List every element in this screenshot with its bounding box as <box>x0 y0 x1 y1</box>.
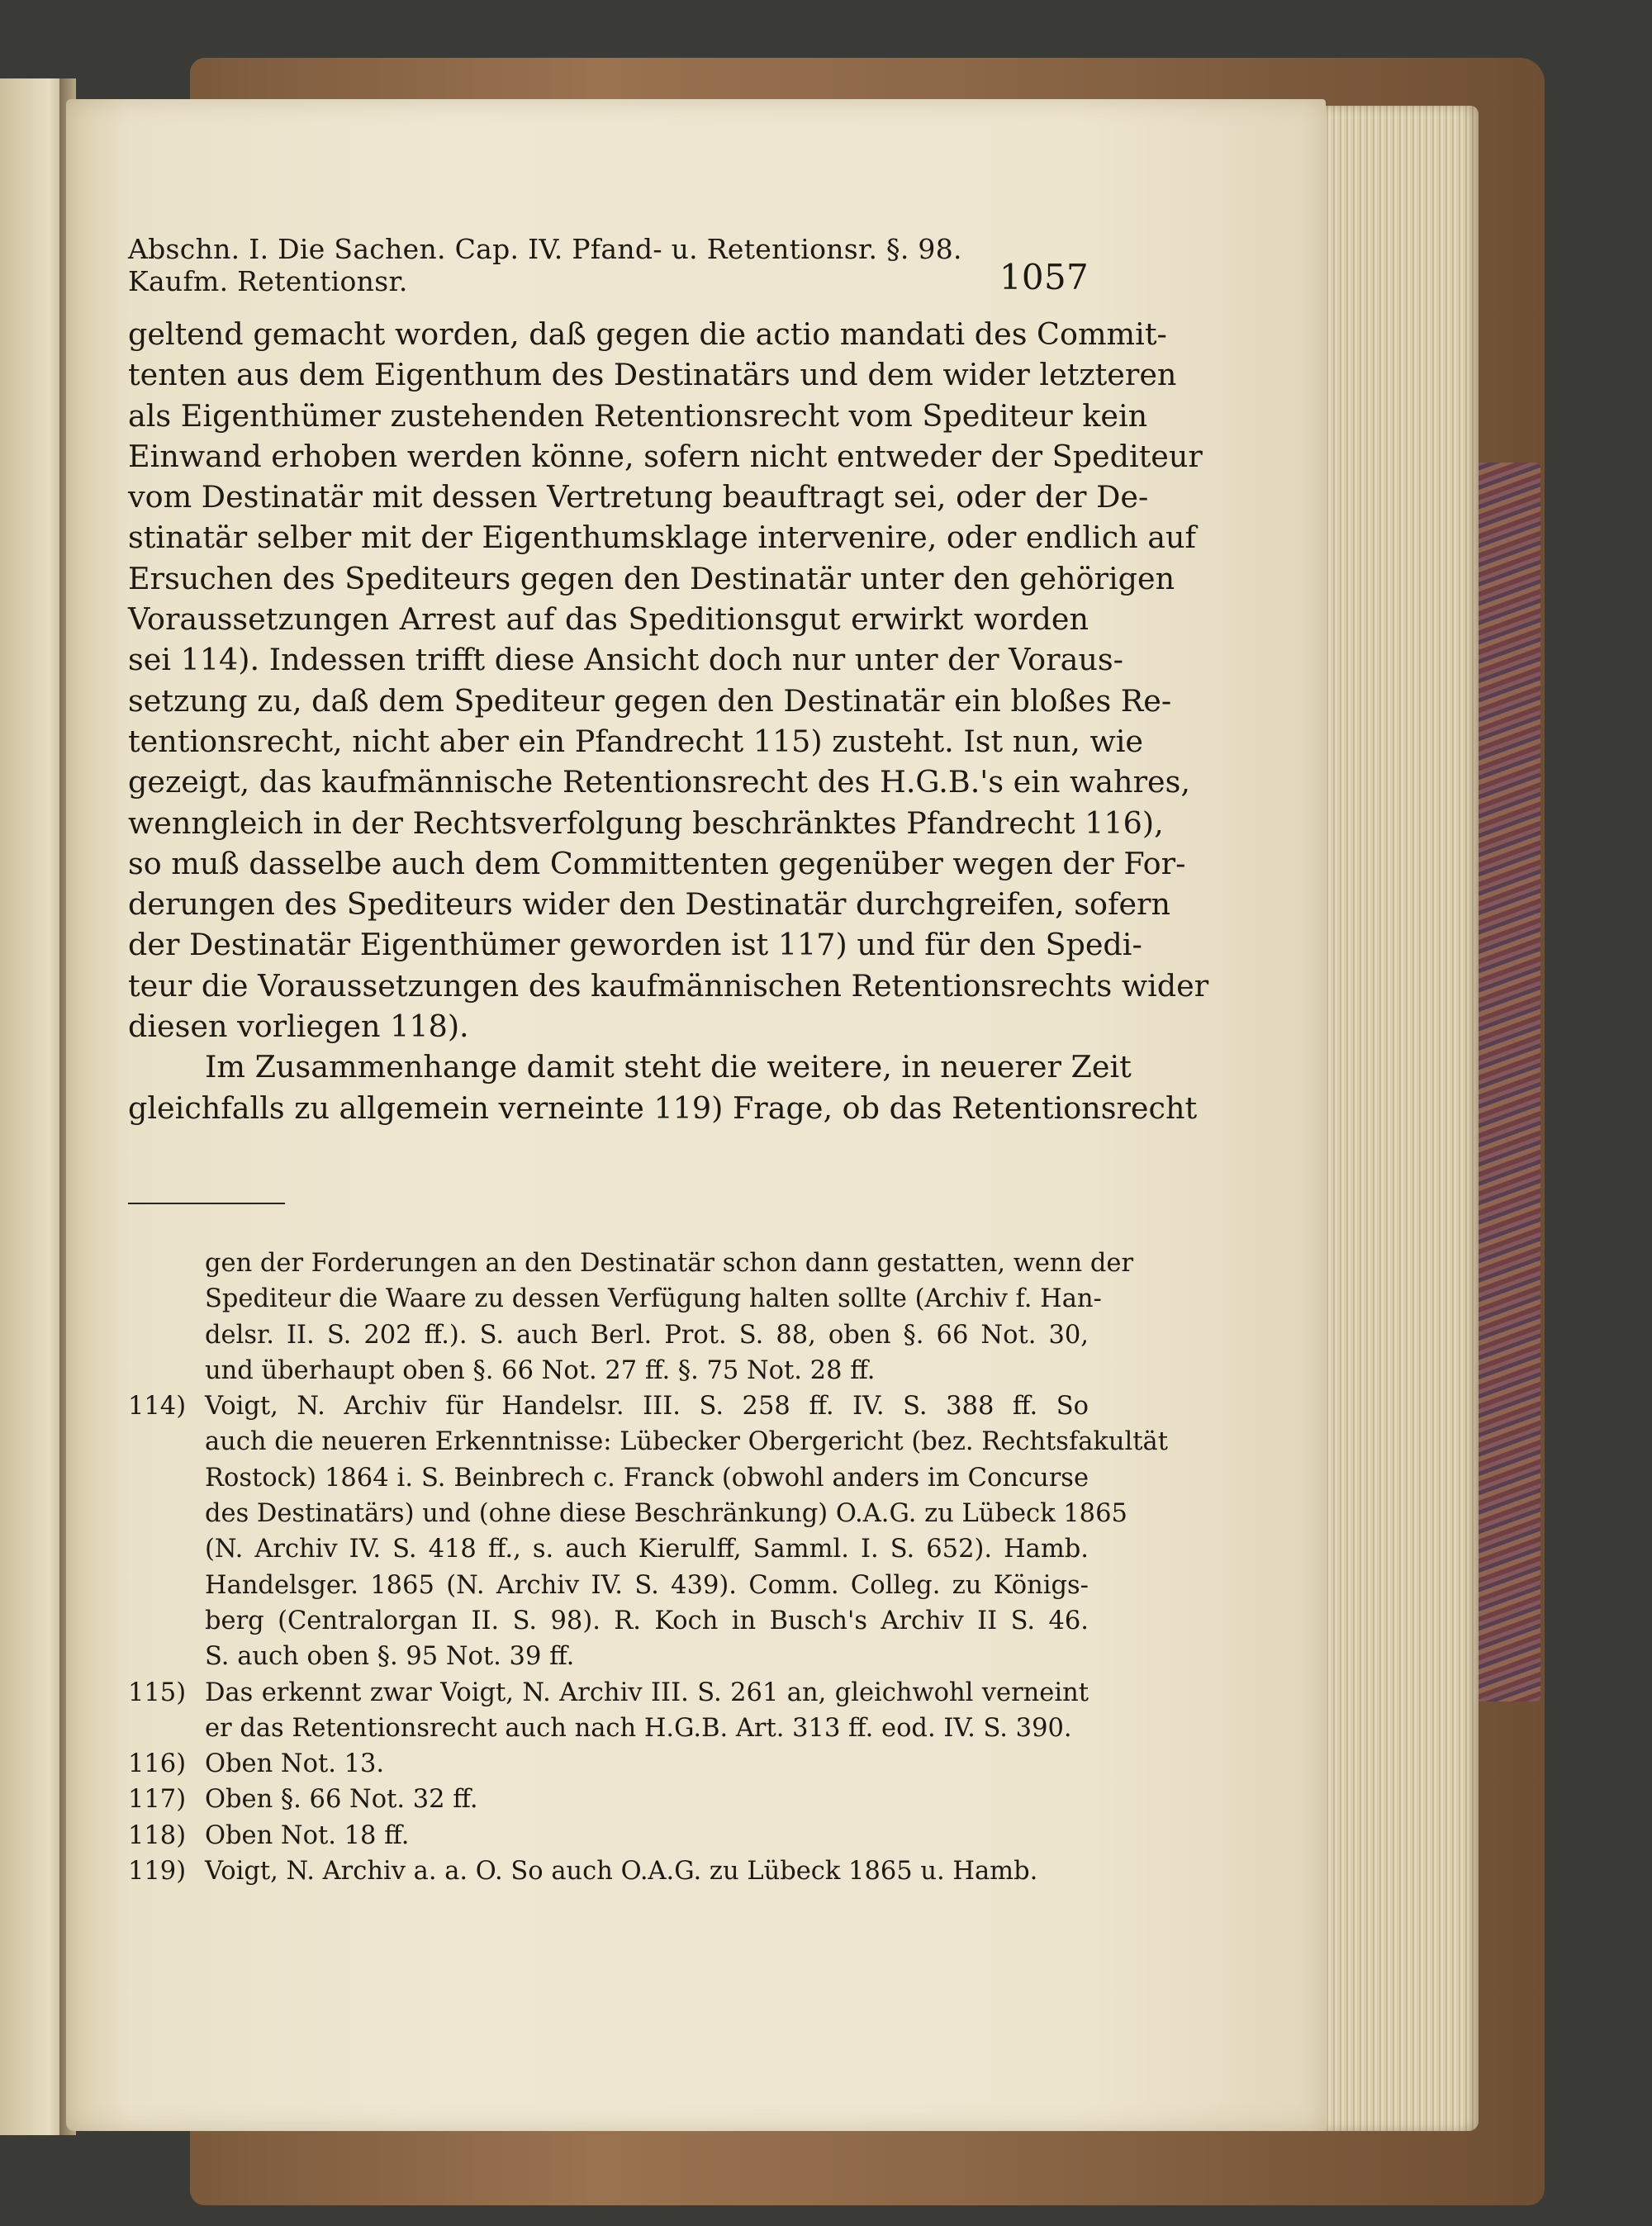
footnote-number <box>128 1711 205 1746</box>
footnote-text: gen der Forderungen an den Destinatär schon dann gestatten, wenn der <box>205 1248 1134 1278</box>
footnote-number <box>128 1281 205 1317</box>
text-block <box>128 233 1209 1889</box>
footnote-text: Voigt, N. Archiv für Handelsr. III. S. 258 ff. IV. S. 388 ff. So <box>205 1392 1089 1422</box>
footnote-number: 118) <box>128 1820 187 1850</box>
main-text <box>128 314 1209 1128</box>
footnote-rule <box>128 1203 285 1204</box>
body-line: stinatär selber mit der Eigenthumsklage intervenire, oder endlich auf <box>128 520 1197 556</box>
footnote-line <box>128 1853 1089 1889</box>
footnote-number <box>128 1603 205 1639</box>
footnote-text: delsr. II. S. 202 ff.). S. auch Berl. Prot. S. 88, oben §. 66 Not. 30, <box>205 1320 1089 1350</box>
running-head: Abschn. I. Die Sachen. Cap. IV. Pfand- u. Retentionsr. §. 98. Kaufm. Retentionsr. <box>128 233 962 297</box>
footnote-line <box>128 1460 1089 1496</box>
body-line: wenngleich in der Rechtsverfolgung beschränktes Pfandrecht 116), <box>128 804 1164 841</box>
footnotes <box>128 1246 1168 1889</box>
footnote-number <box>128 1317 205 1353</box>
body-line: setzung zu, daß dem Spediteur gegen den Destinatär ein bloßes Re- <box>128 682 1172 719</box>
footnote-number <box>128 1460 205 1496</box>
footnote-line <box>128 1568 1089 1603</box>
body-line: vom Destinatär mit dessen Vertretung beauftragt sei, oder der De- <box>128 479 1149 515</box>
body-line: gezeigt, das kaufmännische Retentionsrecht des H.G.B.'s ein wahres, <box>128 764 1190 800</box>
footnote-number <box>128 1531 205 1567</box>
footnote-text: des Destinatärs) und (ohne diese Beschränkung) O.A.G. zu Lübeck 1865 <box>205 1499 1127 1529</box>
body-line: Ersuchen des Spediteurs gegen den Destinatär unter den gehörigen <box>128 560 1175 596</box>
body-line: geltend gemacht worden, daß gegen die actio mandati des Commit- <box>128 316 1167 352</box>
body-line: diesen vorliegen 118). <box>128 1009 469 1045</box>
body-line: Voraussetzungen Arrest auf das Speditionsgut erwirkt worden <box>128 601 1089 638</box>
footnote-number <box>128 1424 205 1459</box>
footnote-line <box>128 1818 1089 1853</box>
body-line: Im Zusammenhange damit steht die weitere, in neuerer Zeit <box>205 1049 1132 1085</box>
footnote-number <box>128 1639 205 1674</box>
body-line: der Destinatär Eigenthümer geworden ist 117) und für den Spedi- <box>128 927 1142 963</box>
footnote-text: Oben Not. 18 ff. <box>205 1820 410 1850</box>
footnote-number <box>128 1246 205 1281</box>
body-line: sei 114). Indessen trifft diese Ansicht doch nur unter der Voraus- <box>128 642 1123 678</box>
footnote-number: 117) <box>128 1785 187 1815</box>
body-line: tentionsrecht, nicht aber ein Pfandrecht 115) zusteht. Ist nun, wie <box>128 723 1144 759</box>
footnote-number: 119) <box>128 1856 187 1886</box>
running-header <box>128 233 1089 297</box>
page-block-edges <box>1317 106 1479 2131</box>
footnote-text: Spediteur die Waare zu dessen Verfügung halten sollte (Archiv f. Han- <box>205 1284 1102 1314</box>
footnote-line <box>128 1675 1089 1711</box>
footnote-text: und überhaupt oben §. 66 Not. 27 ff. §. 75 Not. 28 ff. <box>205 1355 876 1385</box>
footnote-line <box>128 1317 1089 1353</box>
footnote-text: er das Retentionsrecht auch nach H.G.B. Art. 313 ff. eod. IV. S. 390. <box>205 1713 1072 1743</box>
footnote-line <box>128 1281 1102 1317</box>
footnote-text: auch die neueren Erkenntnisse: Lübecker Obergericht (bez. Rechtsfakultät <box>205 1427 1168 1457</box>
footnote-number: 114) <box>128 1392 187 1422</box>
footnote-line <box>128 1639 1089 1674</box>
footnote-line <box>128 1496 1127 1531</box>
footnote-line <box>128 1782 1089 1817</box>
body-line: teur die Voraussetzungen des kaufmännischen Retentionsrechts wider <box>128 967 1209 1004</box>
footnote-text: Oben Not. 13. <box>205 1749 385 1779</box>
body-line: tenten aus dem Eigenthum des Destinatärs und dem wider letzteren <box>128 357 1177 393</box>
body-line: derungen des Spediteurs wider den Destinatär durchgreifen, sofern <box>128 886 1171 923</box>
body-line: gleichfalls zu allgemein verneinte 119) Frage, ob das Retentionsrecht <box>128 1089 1198 1126</box>
footnote-line <box>128 1353 1089 1388</box>
footnote-line <box>128 1603 1089 1639</box>
footnote-line <box>128 1711 1089 1746</box>
footnote-number <box>128 1353 205 1388</box>
footnote-number <box>128 1496 205 1531</box>
footnote-text: Handelsger. 1865 (N. Archiv IV. S. 439). Comm. Colleg. zu Königs- <box>205 1570 1089 1600</box>
footnote-text: berg (Centralorgan II. S. 98). R. Koch in Busch's Archiv II S. 46. <box>205 1606 1089 1635</box>
footnote-line <box>128 1424 1168 1459</box>
body-line: so muß dasselbe auch dem Committenten gegenüber wegen der For- <box>128 845 1186 881</box>
body-line: Einwand erhoben werden könne, sofern nicht entweder der Spediteur <box>128 438 1203 474</box>
page-number: 1057 <box>999 257 1089 297</box>
footnote-text: Voigt, N. Archiv a. a. O. So auch O.A.G. zu Lübeck 1865 u. Hamb. <box>205 1856 1038 1886</box>
footnote-number <box>128 1568 205 1603</box>
footnote-text: Das erkennt zwar Voigt, N. Archiv III. S. 261 an, gleichwohl verneint <box>205 1678 1089 1707</box>
footnote-text: Oben §. 66 Not. 32 ff. <box>205 1785 478 1815</box>
footnote-line <box>128 1388 1089 1424</box>
footnote-line <box>128 1246 1134 1281</box>
footnote-number: 115) <box>128 1678 187 1707</box>
footnote-text: S. auch oben §. 95 Not. 39 ff. <box>205 1642 575 1672</box>
footnote-text: (N. Archiv IV. S. 418 ff., s. auch Kierulff, Samml. I. S. 652). Hamb. <box>205 1535 1089 1564</box>
body-line: als Eigenthümer zustehenden Retentionsrecht vom Spediteur kein <box>128 397 1148 434</box>
footnote-text: Rostock) 1864 i. S. Beinbrech c. Franck (obwohl anders im Concurse <box>205 1463 1089 1493</box>
footnote-number: 116) <box>128 1749 187 1779</box>
footnote-line <box>128 1746 1089 1782</box>
footnote-line <box>128 1531 1089 1567</box>
